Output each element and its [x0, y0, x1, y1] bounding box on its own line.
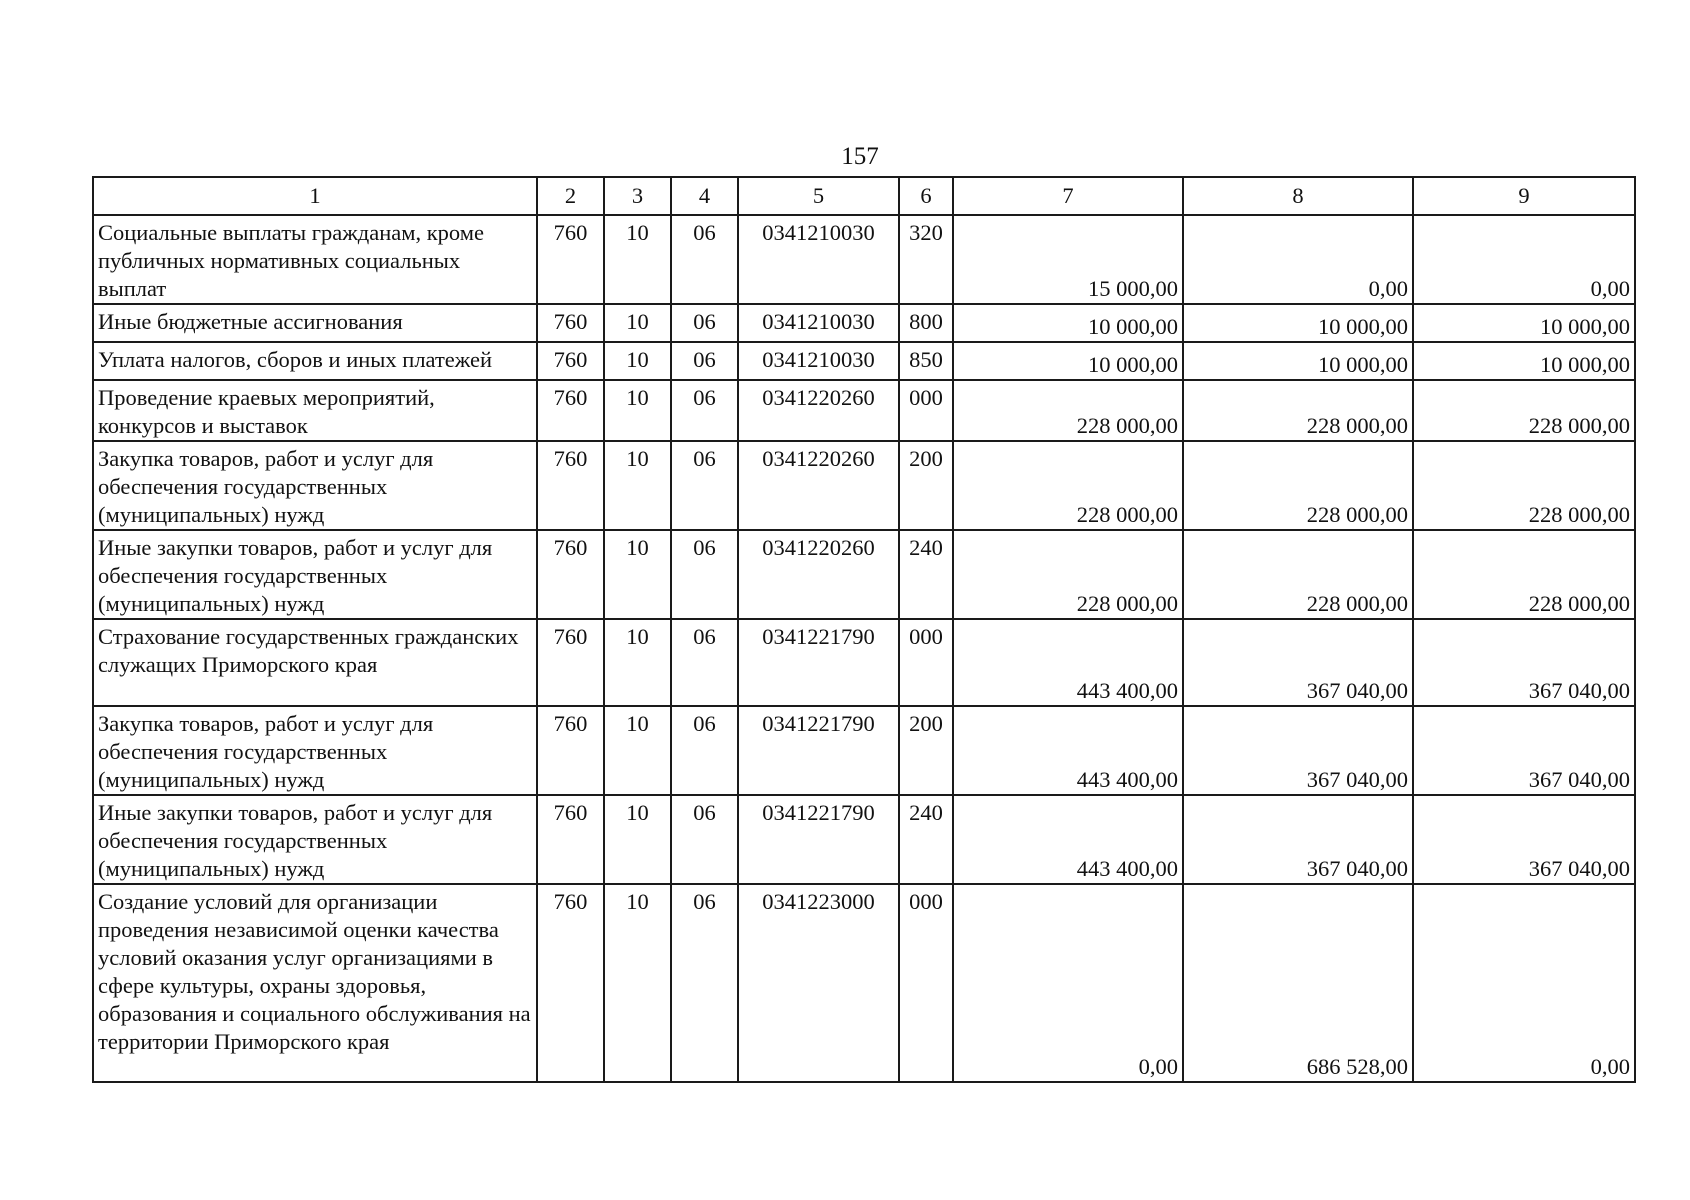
- header-cell: 3: [604, 177, 671, 215]
- item-name: Иные бюджетные ассигнования: [93, 304, 537, 342]
- col7-amount: 10 000,00: [953, 342, 1183, 380]
- col8-amount: 228 000,00: [1183, 441, 1413, 530]
- col5-code: 0341221790: [738, 706, 899, 795]
- col2-code: 760: [537, 706, 604, 795]
- table-row: [93, 342, 1635, 380]
- col4-code: 06: [671, 380, 738, 441]
- header-row: [93, 177, 1635, 215]
- item-name: Социальные выплаты гражданам, кроме публичных нормативных социальных выплат: [93, 215, 537, 304]
- col7-amount: 228 000,00: [953, 530, 1183, 619]
- col5-code: 0341220260: [738, 441, 899, 530]
- col5-code: 0341220260: [738, 380, 899, 441]
- col9-amount: 0,00: [1413, 884, 1635, 1082]
- item-name: Страхование государственных гражданских служащих Приморского края: [93, 619, 537, 706]
- col5-code: 0341210030: [738, 304, 899, 342]
- col7-amount: 10 000,00: [953, 304, 1183, 342]
- table-row: [93, 441, 1635, 530]
- col5-code: 0341221790: [738, 619, 899, 706]
- col8-amount: 10 000,00: [1183, 342, 1413, 380]
- col3-code: 10: [604, 795, 671, 884]
- col8-amount: 10 000,00: [1183, 304, 1413, 342]
- table-row: [93, 795, 1635, 884]
- header-cell: 5: [738, 177, 899, 215]
- col9-amount: 367 040,00: [1413, 795, 1635, 884]
- col8-amount: 228 000,00: [1183, 530, 1413, 619]
- col9-amount: 367 040,00: [1413, 619, 1635, 706]
- table-row: [93, 530, 1635, 619]
- col8-amount: 367 040,00: [1183, 706, 1413, 795]
- header-cell: 1: [93, 177, 537, 215]
- page-number: 157: [841, 143, 879, 170]
- col4-code: 06: [671, 619, 738, 706]
- col3-code: 10: [604, 884, 671, 1082]
- col2-code: 760: [537, 530, 604, 619]
- col9-amount: 10 000,00: [1413, 304, 1635, 342]
- col7-amount: 228 000,00: [953, 380, 1183, 441]
- col6-code: 800: [899, 304, 953, 342]
- col5-code: 0341220260: [738, 530, 899, 619]
- col2-code: 760: [537, 619, 604, 706]
- col7-amount: 443 400,00: [953, 795, 1183, 884]
- col6-code: 000: [899, 380, 953, 441]
- col2-code: 760: [537, 795, 604, 884]
- col4-code: 06: [671, 795, 738, 884]
- col6-code: 850: [899, 342, 953, 380]
- col7-amount: 15 000,00: [953, 215, 1183, 304]
- col6-code: 200: [899, 706, 953, 795]
- budget-table: [92, 176, 1636, 1083]
- item-name: Закупка товаров, работ и услуг для обеспечения государственных (муниципальных) нужд: [93, 706, 537, 795]
- col6-code: 240: [899, 795, 953, 884]
- col7-amount: 443 400,00: [953, 706, 1183, 795]
- header-cell: 4: [671, 177, 738, 215]
- item-name: Иные закупки товаров, работ и услуг для обеспечения государственных (муниципальных) нужд: [93, 795, 537, 884]
- col6-code: 320: [899, 215, 953, 304]
- col3-code: 10: [604, 380, 671, 441]
- table-row: [93, 884, 1635, 1082]
- table-row: [93, 215, 1635, 304]
- col4-code: 06: [671, 342, 738, 380]
- col6-code: 240: [899, 530, 953, 619]
- col3-code: 10: [604, 706, 671, 795]
- col2-code: 760: [537, 441, 604, 530]
- table-row: [93, 304, 1635, 342]
- header-cell: 8: [1183, 177, 1413, 215]
- table-row: [93, 706, 1635, 795]
- col2-code: 760: [537, 380, 604, 441]
- col4-code: 06: [671, 884, 738, 1082]
- col2-code: 760: [537, 884, 604, 1082]
- col2-code: 760: [537, 215, 604, 304]
- col5-code: 0341223000: [738, 884, 899, 1082]
- col7-amount: 0,00: [953, 884, 1183, 1082]
- item-name: Закупка товаров, работ и услуг для обеспечения государственных (муниципальных) нужд: [93, 441, 537, 530]
- col7-amount: 443 400,00: [953, 619, 1183, 706]
- header-cell: 6: [899, 177, 953, 215]
- col9-amount: 367 040,00: [1413, 706, 1635, 795]
- col8-amount: 367 040,00: [1183, 619, 1413, 706]
- header-cell: 9: [1413, 177, 1635, 215]
- item-name: Проведение краевых мероприятий, конкурсов и выставок: [93, 380, 537, 441]
- col6-code: 000: [899, 619, 953, 706]
- col8-amount: 367 040,00: [1183, 795, 1413, 884]
- col3-code: 10: [604, 215, 671, 304]
- col4-code: 06: [671, 441, 738, 530]
- col5-code: 0341210030: [738, 215, 899, 304]
- item-name: Создание условий для организации проведения независимой оценки качества условий оказания услуг организациями в сфере культуры, охраны здоровья, образования и социального обслуживания на территории Приморского края: [93, 884, 537, 1082]
- item-name: Уплата налогов, сборов и иных платежей: [93, 342, 537, 380]
- col3-code: 10: [604, 619, 671, 706]
- col9-amount: 0,00: [1413, 215, 1635, 304]
- col7-amount: 228 000,00: [953, 441, 1183, 530]
- col3-code: 10: [604, 441, 671, 530]
- col9-amount: 228 000,00: [1413, 530, 1635, 619]
- col3-code: 10: [604, 530, 671, 619]
- col3-code: 10: [604, 342, 671, 380]
- col2-code: 760: [537, 304, 604, 342]
- col4-code: 06: [671, 215, 738, 304]
- col6-code: 000: [899, 884, 953, 1082]
- col9-amount: 228 000,00: [1413, 380, 1635, 441]
- header-cell: 2: [537, 177, 604, 215]
- col8-amount: 228 000,00: [1183, 380, 1413, 441]
- col8-amount: 0,00: [1183, 215, 1413, 304]
- col4-code: 06: [671, 706, 738, 795]
- col5-code: 0341210030: [738, 342, 899, 380]
- col3-code: 10: [604, 304, 671, 342]
- col2-code: 760: [537, 342, 604, 380]
- col9-amount: 228 000,00: [1413, 441, 1635, 530]
- col6-code: 200: [899, 441, 953, 530]
- col5-code: 0341221790: [738, 795, 899, 884]
- col4-code: 06: [671, 530, 738, 619]
- header-cell: 7: [953, 177, 1183, 215]
- table-row: [93, 619, 1635, 706]
- col9-amount: 10 000,00: [1413, 342, 1635, 380]
- table-row: [93, 380, 1635, 441]
- col8-amount: 686 528,00: [1183, 884, 1413, 1082]
- item-name: Иные закупки товаров, работ и услуг для обеспечения государственных (муниципальных) нужд: [93, 530, 537, 619]
- col4-code: 06: [671, 304, 738, 342]
